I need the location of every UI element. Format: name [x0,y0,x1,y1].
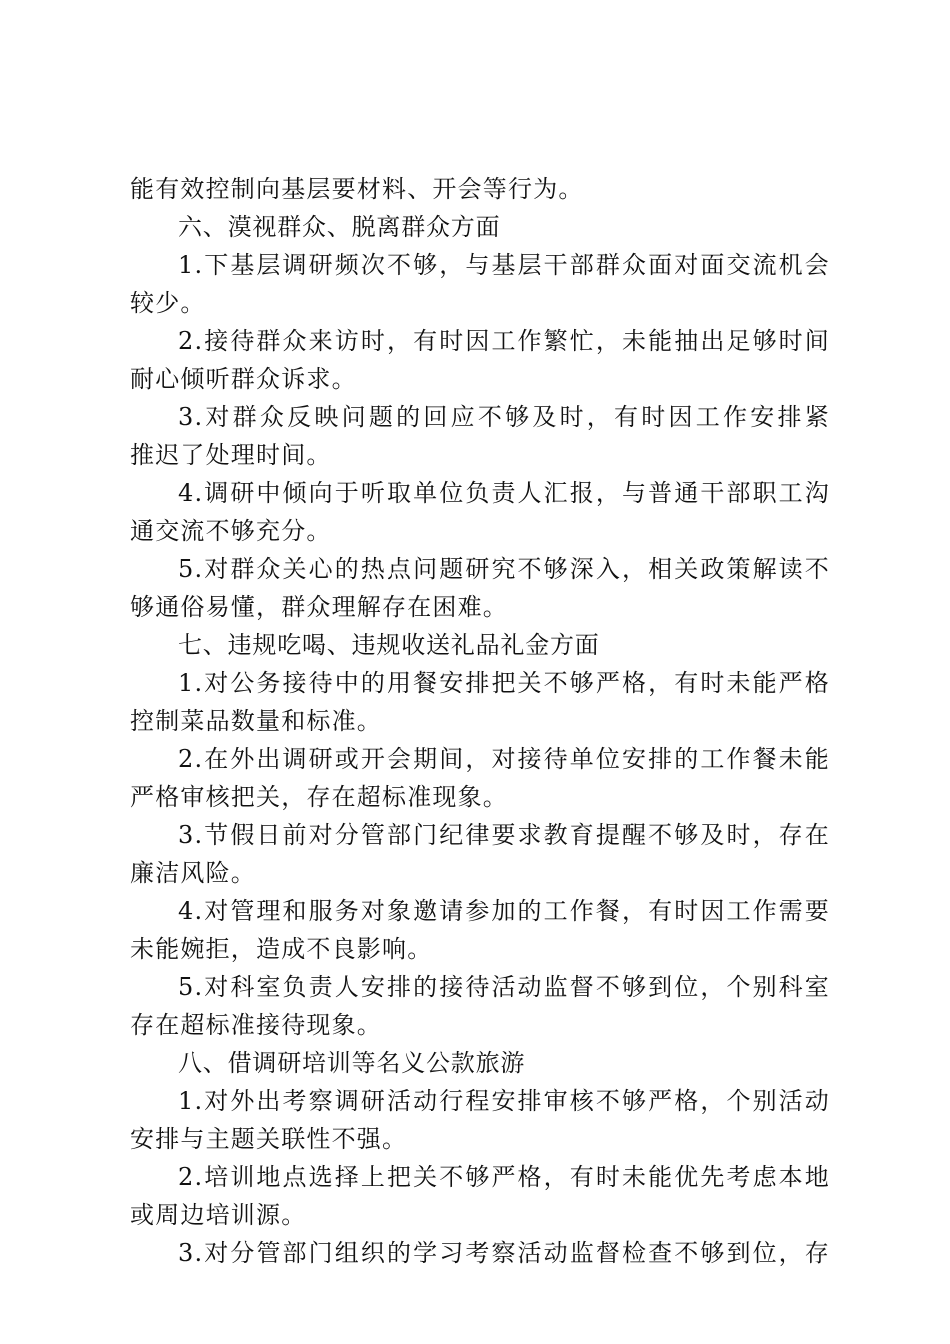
paragraph-line: 1.下基层调研频次不够，与基层干部群众面对面交流机会 [178,251,830,279]
paragraph-line: 够通俗易懂，群众理解存在困难。 [130,593,508,621]
paragraph-line: 4.调研中倾向于听取单位负责人汇报，与普通干部职工沟 [178,479,830,507]
paragraph-line: 1.对公务接待中的用餐安排把关不够严格，有时未能严格 [178,669,830,697]
paragraph-line: 安排与主题关联性不强。 [130,1125,408,1153]
document-page [130,170,830,1272]
section-heading: 八、借调研培训等名义公款旅游 [178,1049,526,1077]
paragraph-line: 未能婉拒，造成不良影响。 [130,935,433,963]
paragraph-line: 1.对外出考察调研活动行程安排审核不够严格，个别活动 [178,1087,830,1115]
paragraph-line: 通交流不够充分。 [130,517,332,545]
paragraph-line: 或周边培训源。 [130,1201,307,1229]
paragraph-line: 3.节假日前对分管部门纪律要求教育提醒不够及时，存在 [178,821,830,849]
paragraph-line: 廉洁风险。 [130,859,256,887]
paragraph-line: 2.接待群众来访时，有时因工作繁忙，未能抽出足够时间 [178,327,830,355]
section-heading: 六、漠视群众、脱离群众方面 [178,213,501,241]
paragraph-line: 耐心倾听群众诉求。 [130,365,357,393]
paragraph-line: 控制菜品数量和标准。 [130,707,382,735]
paragraph-line: 存在超标准接待现象。 [130,1011,382,1039]
paragraph-line: 能有效控制向基层要材料、开会等行为。 [130,175,584,203]
paragraph-line: 2.培训地点选择上把关不够严格，有时未能优先考虑本地 [178,1163,830,1191]
paragraph-line: 2.在外出调研或开会期间，对接待单位安排的工作餐未能 [178,745,830,773]
paragraph-line: 严格审核把关，存在超标准现象。 [130,783,508,811]
paragraph-line: 3.对群众反映问题的回应不够及时，有时因工作安排紧 [178,403,830,431]
paragraph-line: 4.对管理和服务对象邀请参加的工作餐，有时因工作需要 [178,897,830,925]
paragraph-line: 较少。 [130,289,206,317]
paragraph-line: 5.对科室负责人安排的接待活动监督不够到位，个别科室 [178,973,830,1001]
paragraph-line: 5.对群众关心的热点问题研究不够深入，相关政策解读不 [178,555,830,583]
section-heading: 七、违规吃喝、违规收送礼品礼金方面 [178,631,600,659]
paragraph-line: 推迟了处理时间。 [130,441,332,469]
paragraph-line: 3.对分管部门组织的学习考察活动监督检查不够到位，存 [178,1239,830,1267]
